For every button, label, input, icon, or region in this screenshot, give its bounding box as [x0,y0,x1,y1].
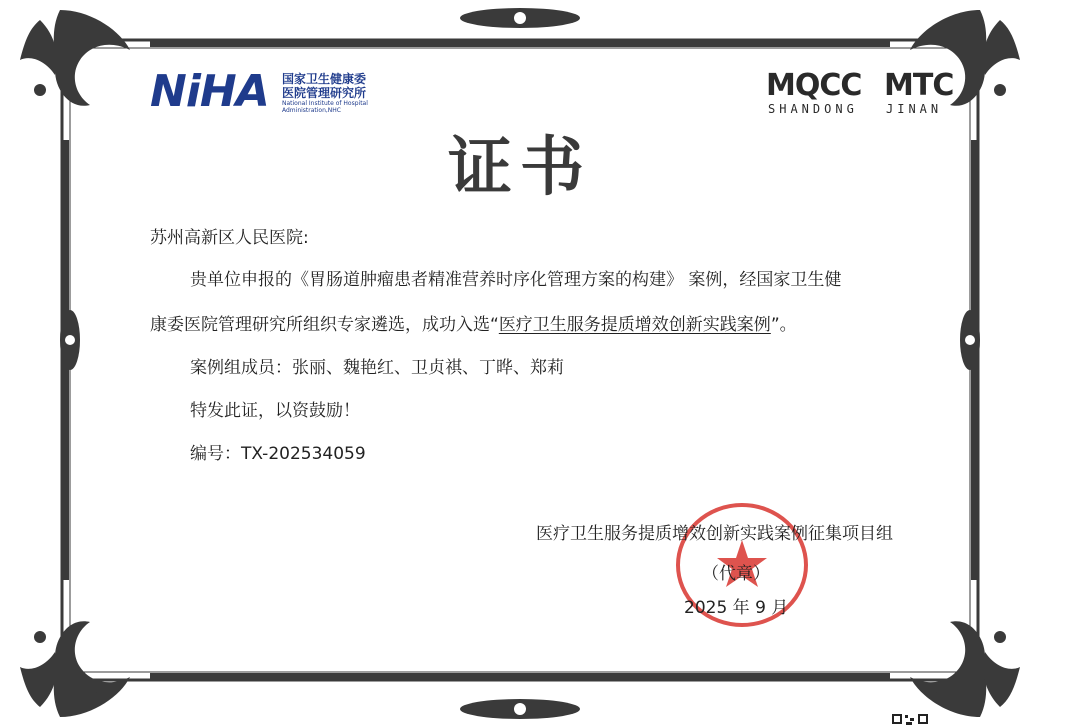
niha-wordmark: NiHA [150,66,269,117]
encouragement-text: 特发此证，以资鼓励！ [190,401,360,421]
qr-code-icon [892,714,928,727]
recipient-name: 苏州高新区人民医院: [150,228,309,248]
niha-cn-line2: 医院管理研究所 [282,86,367,100]
niha-english-name [282,100,392,114]
award-name: 医疗卫生服务提质增效创新实践案例 [498,315,771,335]
shandong-logo [766,70,870,118]
body-line-2-suffix: ”。 [770,315,797,335]
body-line-2 [150,313,797,337]
certificate-title: 证书 [448,131,592,205]
shandong-wordmark: MQCC [766,68,862,103]
issue-date: 2025 年 9 月 [684,598,789,618]
jinan-logo [884,70,954,118]
serial-number: 编号：TX-202534059 [190,444,366,464]
body-line-2-prefix: 康委医院管理研究所组织专家遴选，成功入选“ [150,315,499,335]
jinan-label: JINAN [886,102,943,116]
niha-en-line1: National Institute of Hospital [282,100,368,107]
issuer-name: 医疗卫生服务提质增效创新实践案例征集项目组 [536,524,893,544]
niha-chinese-name [282,72,392,100]
body-line-1: 贵单位申报的《胃肠道肿瘤患者精准营养时序化管理方案的构建》 案例，经国家卫生健 [190,270,842,290]
team-members: 案例组成员：张丽、魏艳红、卫贞祺、丁晔、郑莉 [190,358,564,378]
niha-logo [150,66,390,120]
shandong-label: SHANDONG [768,102,858,116]
niha-en-line2: Administration,NHC [282,107,342,114]
niha-cn-line1: 国家卫生健康委 [282,72,367,86]
seal-note: （代章） [702,564,770,584]
jinan-wordmark: MTC [884,68,954,103]
